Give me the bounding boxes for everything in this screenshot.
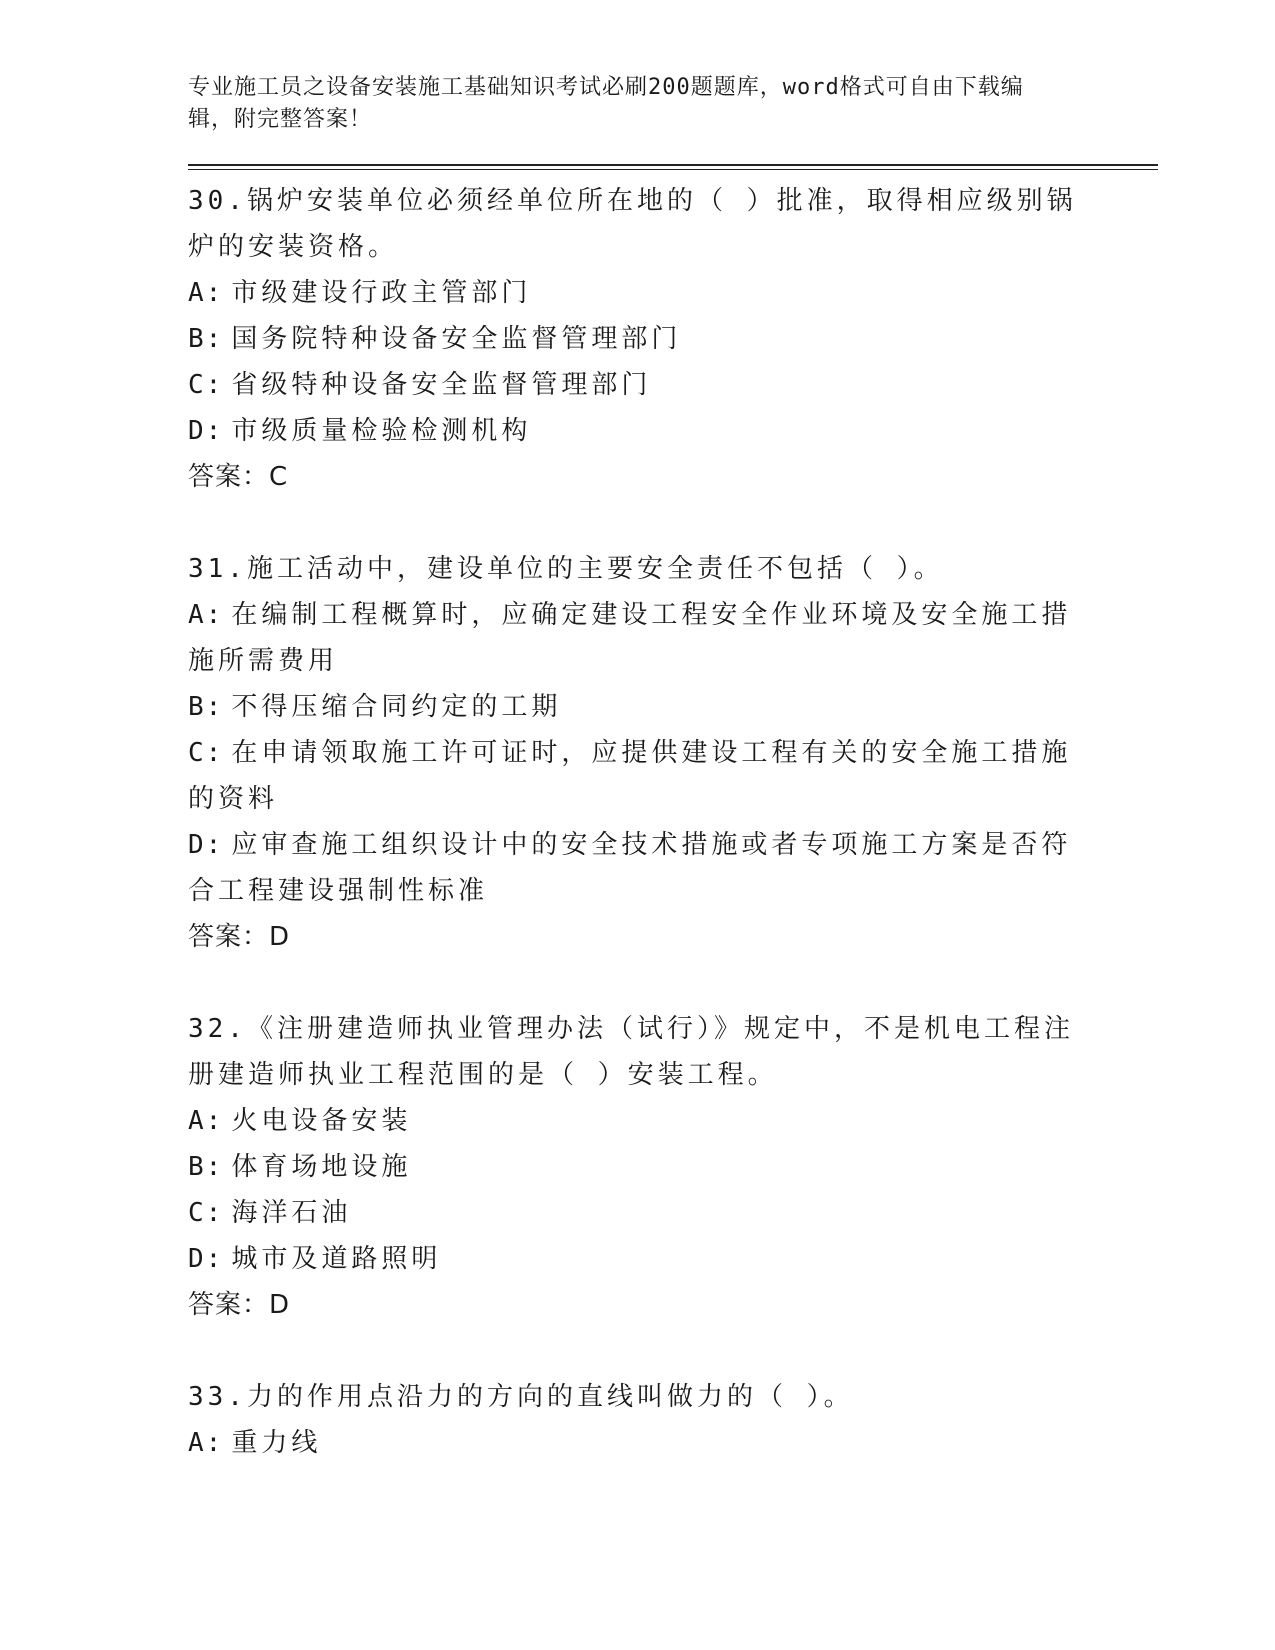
- question-33: [188, 1374, 1078, 1466]
- option-letter: A:: [188, 1428, 224, 1458]
- question-text: 31.施工活动中，建设单位的主要安全责任不包括（ ）。: [188, 554, 944, 584]
- option-letter: D:: [188, 1244, 224, 1274]
- option-letter: A:: [188, 278, 224, 308]
- question-text: 33.力的作用点沿力的方向的直线叫做力的（ ）。: [188, 1382, 854, 1412]
- option-letter: B:: [188, 692, 224, 722]
- option-c: [188, 1190, 1078, 1236]
- option-d: [188, 1236, 1078, 1282]
- question-list: [188, 178, 1078, 1466]
- answer-line: 答案：D: [188, 922, 291, 952]
- option-d: [188, 822, 1078, 914]
- question-31: [188, 546, 1078, 960]
- option-a: [188, 270, 1078, 316]
- option-letter: B:: [188, 1152, 224, 1182]
- option-c: [188, 730, 1078, 822]
- option-a: [188, 592, 1078, 684]
- option-text: 在申请领取施工许可证时，应提供建设工程有关的安全施工措施的资料: [188, 738, 1072, 814]
- option-letter: C:: [188, 370, 224, 400]
- question-text: 30.锅炉安装单位必须经单位所在地的（ ）批准，取得相应级别锅炉的安装资格。: [188, 186, 1077, 262]
- option-letter: A:: [188, 1106, 224, 1136]
- option-text: 体育场地设施: [231, 1152, 412, 1182]
- option-letter: A:: [188, 600, 224, 630]
- option-b: [188, 1144, 1078, 1190]
- header-double-rule: [188, 164, 1158, 170]
- option-c: [188, 362, 1078, 408]
- option-d: [188, 408, 1078, 454]
- option-letter: D:: [188, 416, 224, 446]
- option-letter: B:: [188, 324, 224, 354]
- option-a: [188, 1420, 1078, 1466]
- option-b: [188, 316, 1078, 362]
- option-text: 市级质量检验检测机构: [231, 416, 532, 446]
- option-text: 市级建设行政主管部门: [231, 278, 532, 308]
- option-text: 重力线: [231, 1428, 322, 1458]
- question-30: [188, 178, 1078, 500]
- option-text: 海洋石油: [231, 1198, 352, 1228]
- option-text: 国务院特种设备安全监督管理部门: [231, 324, 682, 354]
- option-letter: C:: [188, 738, 224, 768]
- answer-line: 答案：D: [188, 1290, 291, 1320]
- option-text: 应审查施工组织设计中的安全技术措施或者专项施工方案是否符合工程建设强制性标准: [188, 830, 1072, 906]
- option-letter: D:: [188, 830, 224, 860]
- document-header: 专业施工员之设备安装施工基础知识考试必刷200题题库，word格式可自由下载编辑，附完整答案！: [188, 75, 1024, 132]
- document-page: [188, 0, 1168, 1512]
- option-a: [188, 1098, 1078, 1144]
- question-32: [188, 1006, 1078, 1328]
- question-text: 32.《注册建造师执业管理办法（试行）》规定中，不是机电工程注册建造师执业工程范围的是（ ）安装工程。: [188, 1014, 1074, 1090]
- option-letter: C:: [188, 1198, 224, 1228]
- option-text: 在编制工程概算时，应确定建设工程安全作业环境及安全施工措施所需费用: [188, 600, 1072, 676]
- option-text: 城市及道路照明: [231, 1244, 442, 1274]
- option-text: 火电设备安装: [231, 1106, 412, 1136]
- option-text: 省级特种设备安全监督管理部门: [231, 370, 652, 400]
- option-b: [188, 684, 1078, 730]
- answer-line: 答案：C: [188, 462, 289, 492]
- option-text: 不得压缩合同约定的工期: [231, 692, 562, 722]
